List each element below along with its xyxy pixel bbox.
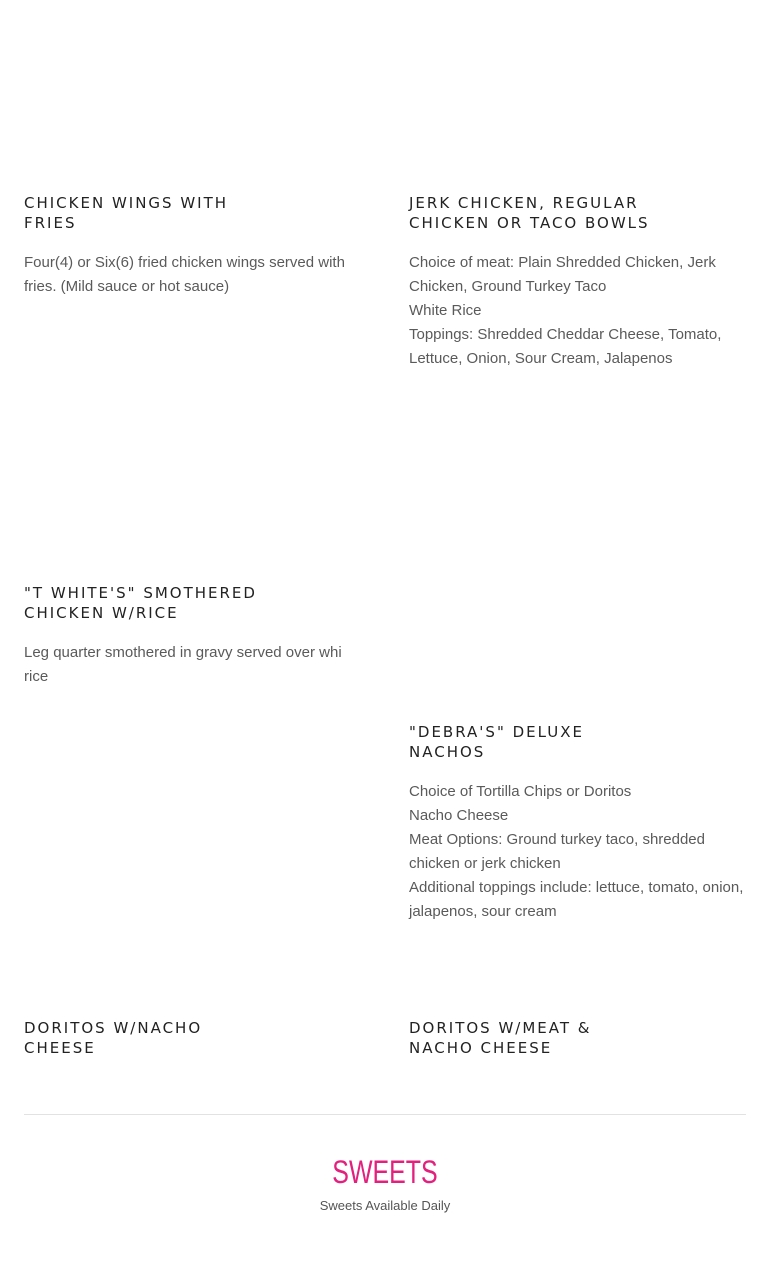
- description-line: White Rice: [409, 302, 482, 319]
- menu-item-deluxe-nachos: [409, 722, 749, 924]
- menu-item-title: DORITOS W/MEAT & NACHO CHEESE: [409, 1019, 592, 1057]
- menu-item-description: [24, 251, 364, 299]
- menu-item-doritos-meat-nacho-cheese: [409, 1018, 749, 1058]
- section-divider: [24, 1114, 746, 1115]
- menu-item-description: [24, 641, 364, 689]
- menu-item-title: "DEBRA'S" DELUXE NACHOS: [409, 723, 584, 761]
- menu-item-description: [409, 251, 749, 371]
- menu-item-title: CHICKEN WINGS WITH FRIES: [24, 194, 229, 232]
- description-line: Choice of Tortilla Chips or Doritos: [409, 783, 632, 800]
- description-line: Leg quarter smothered in gravy served over whi rice: [24, 644, 342, 685]
- description-line: Toppings: Shredded Cheddar Cheese, Tomato, Lettuce, Onion, Sour Cream, Jalapenos: [409, 326, 722, 367]
- menu-item-title: DORITOS W/NACHO CHEESE: [24, 1019, 203, 1057]
- menu-item-chicken-bowls: [409, 193, 749, 371]
- menu-item-title: JERK CHICKEN, REGULAR CHICKEN OR TACO BOWLS: [409, 194, 650, 232]
- description-line: Meat Options: Ground turkey taco, shredded chicken or jerk chicken: [409, 831, 705, 872]
- menu-item-description: [409, 780, 749, 924]
- section-title: SWEETS: [332, 1154, 438, 1190]
- menu-item-title: "T WHITE'S" SMOTHERED CHICKEN W/RICE: [24, 584, 257, 622]
- section-subtitle: Sweets Available Daily: [319, 1198, 451, 1213]
- description-line: Nacho Cheese: [409, 807, 509, 824]
- description-line: Four(4) or Six(6) fried chicken wings served with fries. (Mild sauce or hot sauce): [24, 254, 345, 295]
- description-line: Choice of meat: Plain Shredded Chicken, Jerk Chicken, Ground Turkey Taco: [409, 254, 716, 295]
- description-line: Additional toppings include: lettuce, tomato, onion, jalapenos, sour cream: [409, 879, 744, 920]
- menu-item-smothered-chicken: [24, 583, 364, 689]
- menu-item-doritos-nacho-cheese: [24, 1018, 364, 1058]
- menu-item-chicken-wings: [24, 193, 364, 299]
